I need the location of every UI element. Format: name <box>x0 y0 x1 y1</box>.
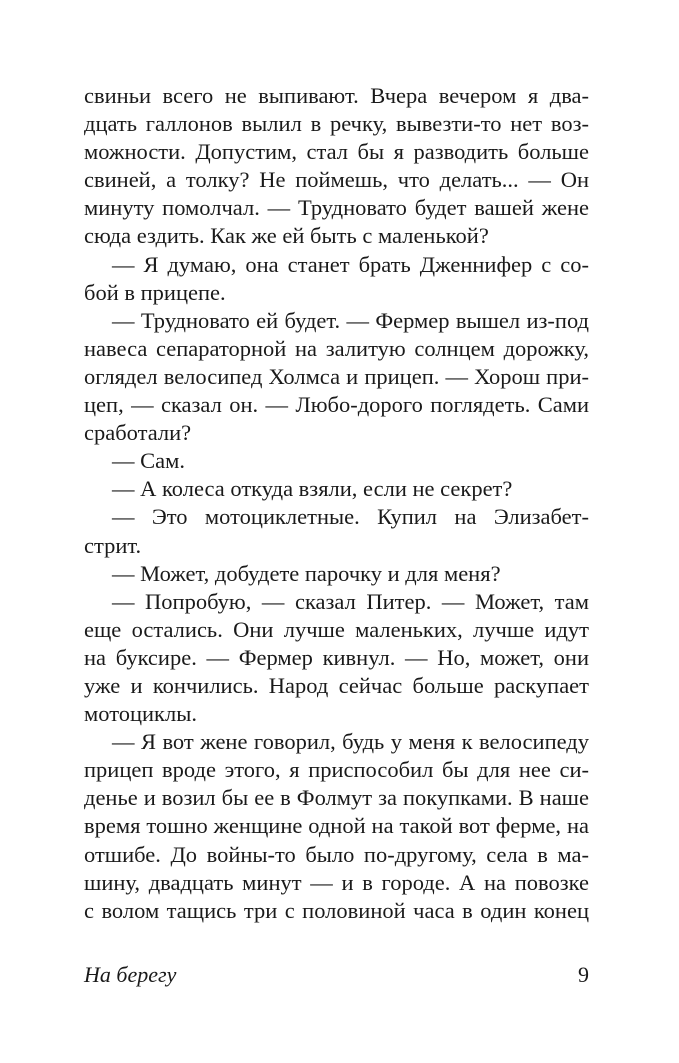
text-line: навеса сепараторной на залитую солнцем дорожку, <box>84 335 589 361</box>
text-line: уже и кончились. Народ сейчас больше раскупает <box>84 672 589 698</box>
text-line: свиньи всего не выпивают. Вчера вечером я два- <box>84 83 589 108</box>
text-line: — Это мотоциклетные. Купил на Элизабет- <box>112 504 589 530</box>
text-line: свиней, а толку? Не поймешь, что делать... — Он <box>84 167 589 193</box>
text-line: стрит. <box>84 532 142 558</box>
text-line: дцать галлонов вылил в речку, вывезти-то нет воз- <box>84 111 589 137</box>
text-line: сработали? <box>84 420 192 446</box>
text-line: на буксире. — Фермер кивнул. — Но, может, они <box>84 644 589 670</box>
text-line: мотоциклы. <box>84 701 197 727</box>
text-line: время тошно женщине одной на такой вот ферме, на <box>84 813 589 839</box>
text-line: минуту помолчал. — Трудновато будет вашей жене <box>84 195 589 221</box>
text-line: бой в прицепе. <box>84 279 226 305</box>
text-line: шину, двадцать минут — и в городе. А на повозке <box>84 869 589 895</box>
text-line: цеп, — сказал он. — Любо-дорого поглядеть. Сами <box>84 392 589 418</box>
text-line: можности. Допустим, стал бы я разводить больше <box>84 139 589 165</box>
page-footer <box>84 962 589 994</box>
text-line: — Я вот жене говорил, будь у меня к велосипеду <box>112 729 589 755</box>
text-line: оглядел велосипед Холмса и прицеп. — Хорош при- <box>84 363 589 389</box>
text-line: сюда ездить. Как же ей быть с маленькой? <box>84 223 489 249</box>
text-line: — Я думаю, она станет брать Дженнифер с со- <box>112 251 589 277</box>
page-number: 9 <box>578 962 589 987</box>
text-line: прицеп вроде этого, я приспособил бы для нее си- <box>84 757 589 783</box>
text-line: еще остались. Они лучше маленьких, лучше идут <box>84 616 589 642</box>
text-line: отшибе. До войны-то было по-другому, села в ма- <box>84 841 589 867</box>
text-line: — Может, добудете парочку и для меня? <box>112 560 501 586</box>
text-line: — Сам. <box>112 448 185 474</box>
running-title: На берегу <box>84 962 177 987</box>
text-line: с волом тащись три с половиной часа в один конец <box>84 897 589 923</box>
text-line: — А колеса откуда взяли, если не секрет? <box>112 476 513 502</box>
text-line: денье и возил бы ее в Фолмут за покупками. В наше <box>84 785 589 811</box>
text-line: — Трудновато ей будет. — Фермер вышел из-под <box>112 307 589 333</box>
text-line: — Попробую, — сказал Питер. — Может, там <box>112 588 589 614</box>
body-text <box>84 82 589 925</box>
